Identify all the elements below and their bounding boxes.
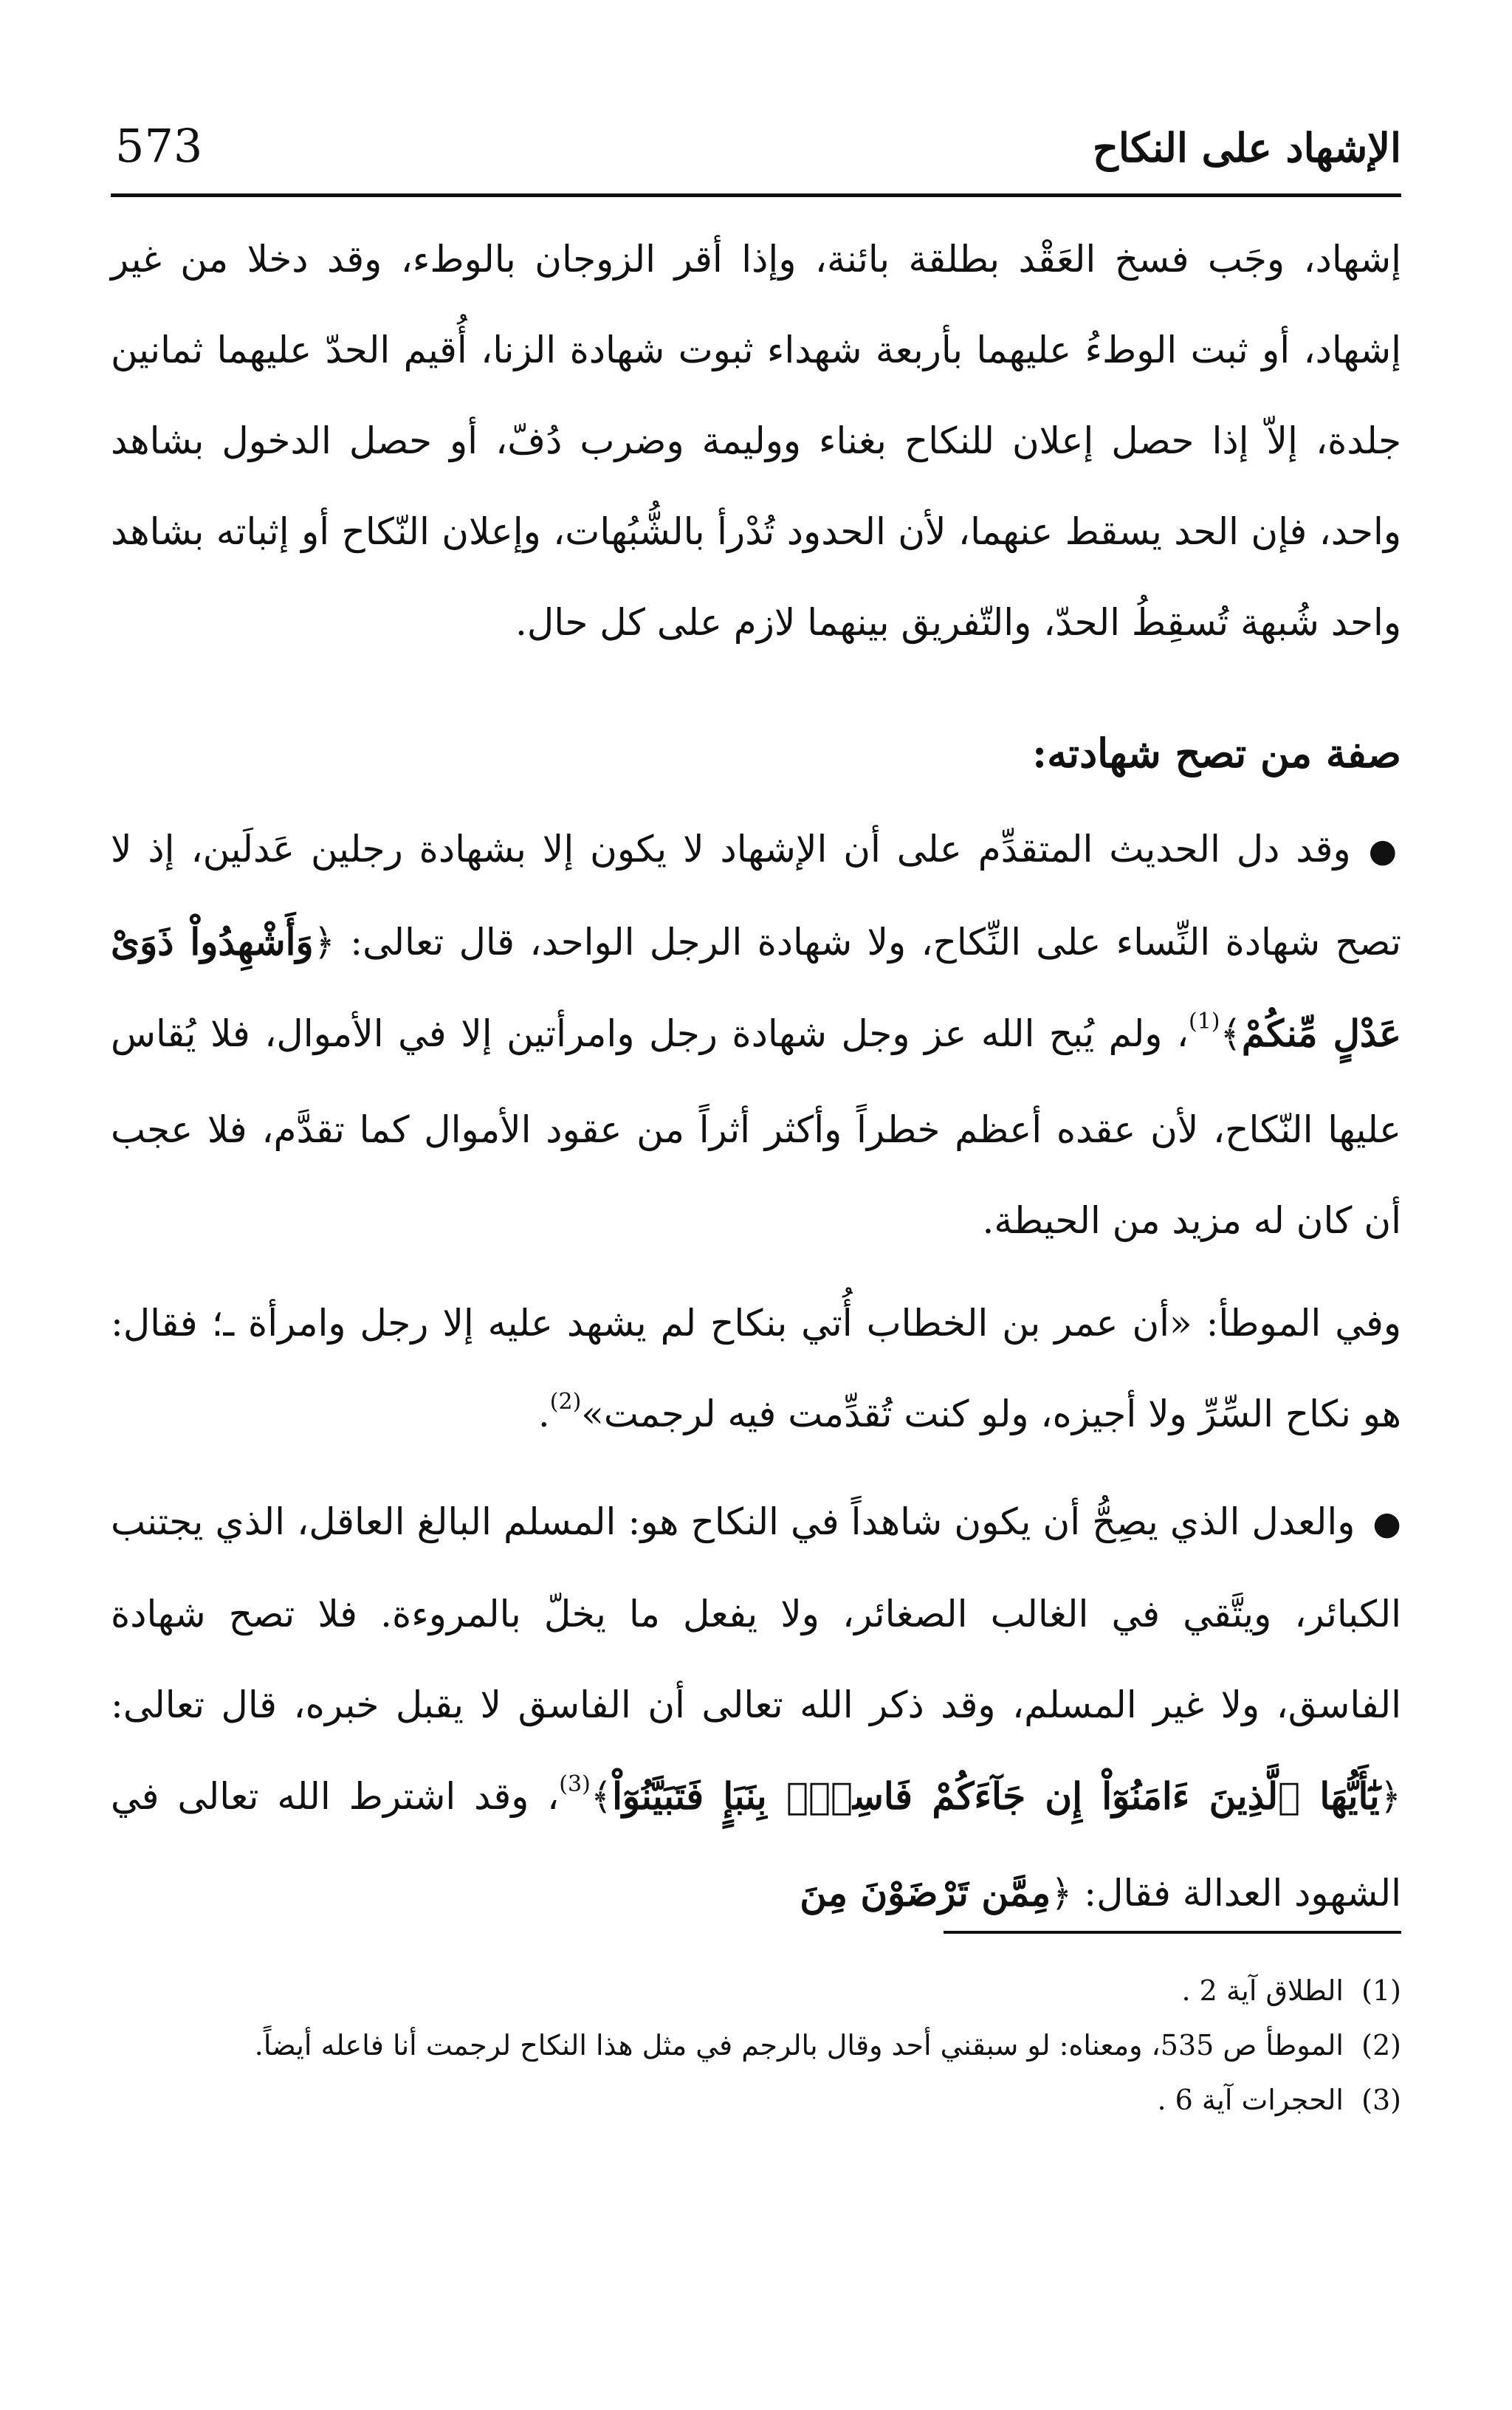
paragraph-3-end: . <box>537 1393 550 1435</box>
footnote-text: الطلاق آية 2 . <box>1181 1974 1344 2007</box>
footnote-text: الموطأ ص 535، ومعناه: لو سبقني أحد وقال بالرجم في مثل هذا النكاح لرجمت أنا فاعله أيضاً. <box>254 2029 1344 2061</box>
footnote-ref-2[interactable]: (2) <box>549 1389 582 1415</box>
running-title: الإشهاد على النكاح <box>1092 124 1401 171</box>
paragraph-2-text-b: ، ولم يُبح الله عز وجل شهادة رجل وامرأتين إلا في الأموال، فلا يُقاس عليها النّكاح، لأن عقده أعظم خطراً وأكثر أثراً من عقود الأموال كما تقدَّم، فلا عجب أن كان له مزيد من الحيطة. <box>111 1012 1401 1242</box>
section-heading: صفة من تصح شهادته: <box>1032 729 1401 777</box>
paragraph-4-text-b: ، وقد اشترط الله تعالى في الشهود العدالة فقال: <box>111 1775 1401 1915</box>
paragraph-2 <box>111 804 1401 1266</box>
quran-open-bracket: ﴿ <box>1051 1872 1073 1915</box>
footnote-text: الحجرات آية 6 . <box>1157 2084 1344 2116</box>
footnote-item <box>111 1967 1401 2014</box>
footnote-number: (3) <box>1361 2084 1401 2116</box>
page-header <box>111 111 1401 197</box>
main-text <box>111 214 1401 1939</box>
footnote-item <box>111 2022 1401 2069</box>
page-number: 573 <box>115 119 203 173</box>
bullet-icon: ● <box>1372 1505 1401 1542</box>
footnote-ref-1[interactable]: (1) <box>1188 1009 1220 1034</box>
footnote-number: (1) <box>1361 1974 1401 2007</box>
paragraph-4-text-a: والعدل الذي يصِحُّ أن يكون شاهداً في النكاح هو: المسلم البالغ العاقل، الذي يجتنب الكبائر، ويتَّقي في الغالب الصغائر، ولا يفعل ما يخلّ بالمروءة. فلا تصح شهادة الفاسق، ولا غير المسلم، وقد ذكر الله تعالى أن الفاسق لا يقبل خبره، قال تعالى: <box>111 1500 1401 1726</box>
footnotes <box>111 1964 1401 2131</box>
paragraph-4 <box>111 1477 1401 1939</box>
quran-close-bracket: ﴾ <box>1220 1012 1242 1055</box>
quran-verse-3: مِمَّن تَرْضَوْنَ مِنَ <box>800 1871 1051 1915</box>
bullet-icon: ● <box>1368 832 1401 870</box>
paragraph-2-text-a: وقد دل الحديث المتقدِّم على أن الإشهاد لا يكون إلا بشهادة رجلين عَدلَين، إذ لا تصح شهادة النِّساء على النِّكاح، ولا شهادة الرجل الواحد، قال تعالى: <box>111 828 1401 964</box>
footnote-item <box>111 2076 1401 2124</box>
paragraph-1: إشهاد، وجَب فسخ العَقْد بطلقة بائنة، وإذا أقر الزوجان بالوطء، وقد دخلا من غير إشهاد، أو ثبت الوطءُ عليهما بأربعة شهداء ثبوت شهادة الزنا، أُقيم الحدّ عليهما ثمانين جلدة، إلاّ إذا حصل إعلان للنكاح بغناء ووليمة وضرب دُفّ، أو حصل الدخول بشاهد واحد، فإن الحد يسقط عنهما، لأن الحدود تُدْرأ بالشُّبُهات، وإعلان النّكاح أو إثباته بشاهد واحد شُبهة تُسقِطُ الحدّ، والتّفريق بينهما لازم على كل حال. <box>111 238 1401 644</box>
paragraph-3-text: وفي الموطأ: «أن عمر بن الخطاب أُتي بنكاح لم يشهد عليه إلا رجل وامرأة ـ؛ فقال: هو نكاح السِّرِّ ولا أجيزه، ولو كنت تُقدِّمت فيه لرجمت» <box>111 1302 1401 1435</box>
quran-open-bracket: ﴿ <box>313 921 335 964</box>
quran-verse-1: وَأَشْهِدُواْ ذَوَىْ عَدْلٍ مِّنكُمْ <box>111 920 1401 1055</box>
footnote-ref-3[interactable]: (3) <box>559 1771 591 1797</box>
footnote-number: (2) <box>1361 2029 1401 2061</box>
quran-open-bracket: ﴿ <box>1379 1775 1401 1818</box>
footnote-separator <box>944 1931 1401 1934</box>
quran-close-bracket: ﴾ <box>590 1775 613 1818</box>
paragraph-3 <box>111 1278 1401 1465</box>
quran-verse-2: يَٰٓأَيُّهَا ٱلَّذِينَ ءَامَنُوٓاْ إِن جَآءَكُمْ فَاسِقُۢ بِنَبَإٍ فَتَبَيَّنُوٓاْ <box>612 1774 1380 1818</box>
